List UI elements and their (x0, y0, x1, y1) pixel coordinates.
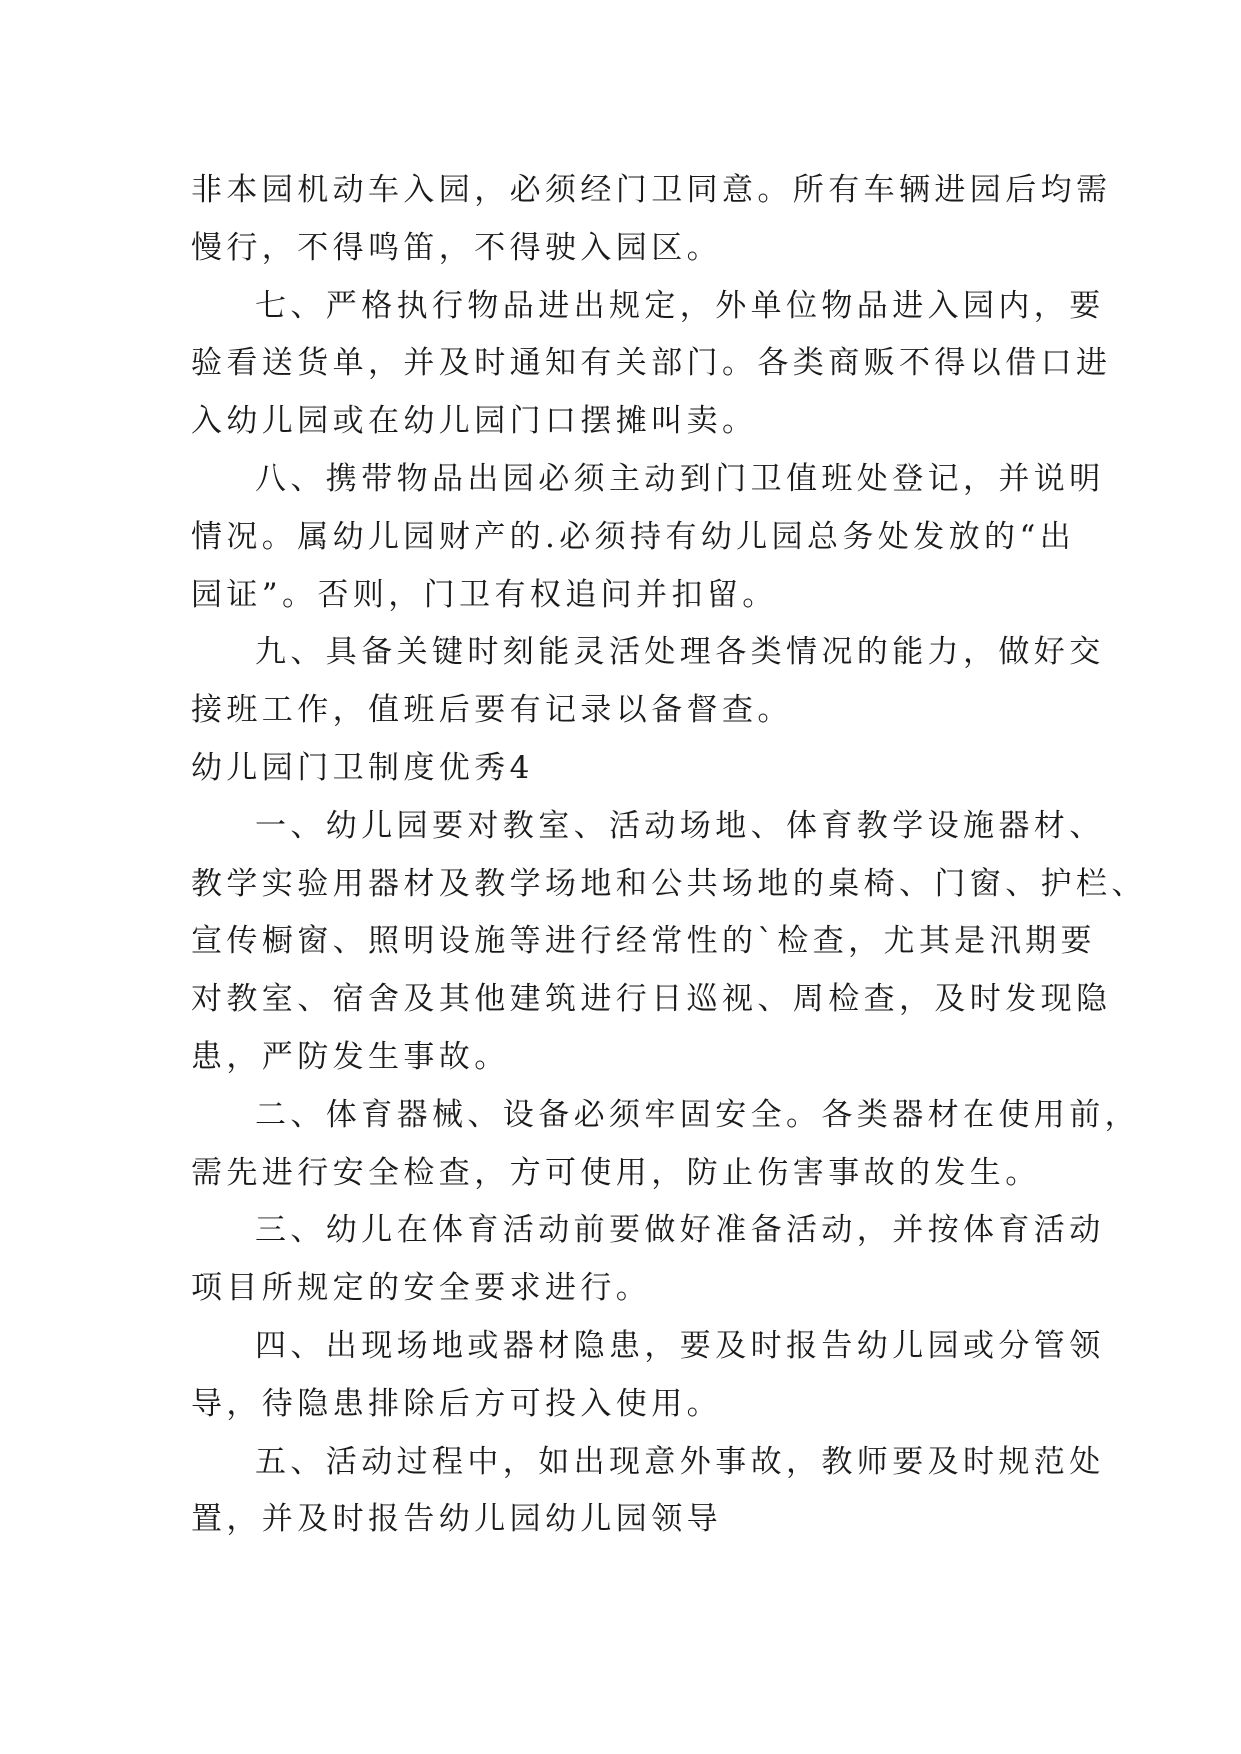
document-body (191, 162, 1147, 1549)
paragraph-line: 非本园机动车入园，必须经门卫同意。所有车辆进园后均需 (191, 172, 1112, 208)
paragraph-line: 五、活动过程中，如出现意外事故，教师要及时规范处 (255, 1443, 1105, 1480)
paragraph-line: 患，严防发生事故。 (191, 1038, 510, 1075)
paragraph-line: 九、具备关键时刻能灵活处理各类情况的能力，做好交 (255, 634, 1105, 671)
paragraph-line: 情况。属幼儿园财产的.必须持有幼儿园总务处发放的“出 (191, 518, 1076, 555)
paragraph-line: 置，并及时报告幼儿园幼儿园领导 (191, 1501, 722, 1538)
paragraph-line: 二、体育器械、设备必须牢固安全。各类器材在使用前， (255, 1096, 1140, 1133)
paragraph-line: 导，待隐患排除后方可投入使用。 (191, 1385, 722, 1422)
paragraph-line: 一、幼儿园要对教室、活动场地、体育教学设施器材、 (255, 807, 1105, 844)
paragraph-line: 三、幼儿在体育活动前要做好准备活动，并按体育活动 (255, 1212, 1105, 1249)
paragraph-line: 入幼儿园或在幼儿园门口摆摊叫卖。 (191, 403, 758, 440)
paragraph-line: 教学实验用器材及教学场地和公共场地的桌椅、门窗、护栏、 (191, 865, 1147, 902)
paragraph-line: 对教室、宿舍及其他建筑进行日巡视、周检查，及时发现隐 (191, 981, 1112, 1018)
paragraph-line: 项目所规定的安全要求进行。 (191, 1270, 652, 1307)
paragraph-line: 七、严格执行物品进出规定，外单位物品进入园内，要 (255, 287, 1105, 324)
paragraph-line: 接班工作，值班后要有记录以备督查。 (191, 692, 793, 729)
paragraph-line: 园证”。否则，门卫有权追问并扣留。 (191, 576, 778, 613)
paragraph-line: 四、出现场地或器材隐患，要及时报告幼儿园或分管领 (255, 1327, 1105, 1364)
section-heading: 幼儿园门卫制度优秀4 (191, 749, 534, 786)
paragraph-line: 慢行，不得鸣笛，不得驶入园区。 (191, 229, 722, 266)
paragraph-line: 宣传橱窗、照明设施等进行经常性的`检查，尤其是汛期要 (191, 923, 1096, 960)
paragraph-line: 八、携带物品出园必须主动到门卫值班处登记，并说明 (255, 460, 1105, 497)
paragraph-line: 需先进行安全检查，方可使用，防止伤害事故的发生。 (191, 1154, 1041, 1191)
paragraph-line: 验看送货单，并及时通知有关部门。各类商贩不得以借口进 (191, 345, 1112, 382)
